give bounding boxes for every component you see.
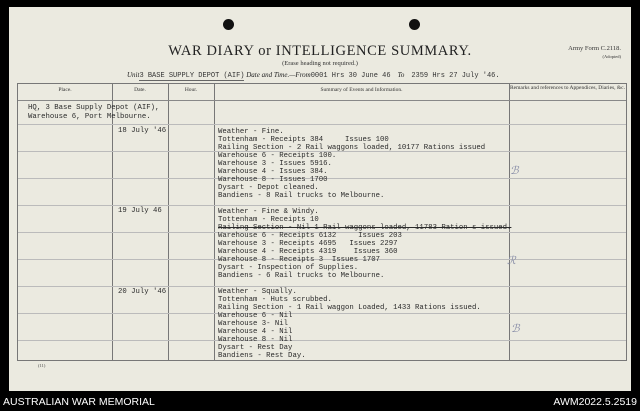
header-date: Date. [134,87,146,93]
entry-line: Warehouse 8 - Issues 1700 [218,176,328,184]
entry-line: Warehouse 4 - Receipts 4319 Issues 360 [218,248,398,256]
entry-line: Bandiens - 6 Rail trucks to Melbourne. [218,272,385,280]
handwritten-initials: ℬ [510,164,519,177]
column-rule [214,84,215,360]
form-ref-number: Army Form C.2118. [568,45,621,52]
entry-line: Weather - Fine & Windy. [218,208,319,216]
entry-line: Warehouse 8 - Receipts 3 Issues 1707 [218,256,381,264]
entry-line: Dysart - Rest Day [218,344,293,352]
footer-accession: AWM2022.5.2519 [553,396,637,408]
diary-page [9,7,631,391]
form-reference [568,45,621,61]
footnote-number: (11) [38,363,46,368]
entry-line: Bandiens - 8 Rail trucks to Melbourne. [218,192,385,200]
header-rule [18,100,626,101]
header-place: Place. [58,87,72,93]
entry-line: Railing Section - 2 Rail waggons loaded, 10177 Rations issued [218,144,486,152]
form-subtitle: (Erase heading not required.) [282,60,358,67]
diary-table [17,83,627,361]
entry-line: Warehouse 6 - Nil [218,312,293,320]
entry-line: Warehouse 8 - Nil [218,336,293,344]
row-rule [18,286,626,287]
entry-line: Dysart - Inspection of Supplies. [218,264,359,272]
entry-date: 18 July '46 [118,127,167,135]
entry-line: Warehouse 6 - Receipts 100. [218,152,337,160]
entry-line: Weather - Fine. [218,128,284,136]
handwritten-initials: ℬ [511,322,520,335]
form-ref-note: (Adopted) [602,54,621,59]
footer-bar [0,393,640,411]
entry-line: Warehouse 3 - Issues 5916. [218,160,332,168]
entry-line: Railing Section - Nil 1 Rail waggons loaded, 11783 Ration s issued. [218,224,512,232]
from-value: 0001 Hrs 30 June 46 [310,72,391,80]
entry-line: Dysart - Depot cleaned. [218,184,319,192]
to-value: 2359 Hrs 27 July '46. [411,72,500,80]
handwritten-initials: ℛ [507,254,516,267]
entry-line: Warehouse 4 - Nil [218,328,293,336]
entry-line: Tottenham - Huts scrubbed. [218,296,332,304]
entry-line: Warehouse 6 - Receipts 6132 Issues 203 [218,232,402,240]
footer-source: AUSTRALIAN WAR MEMORIAL [3,396,155,408]
unit-value: 3 BASE SUPPLY DEPOT (AIF) [139,72,245,80]
punch-hole [223,19,234,30]
entry-line: Warehouse 3- Nil [218,320,289,328]
column-rule [168,84,169,360]
place-line: Warehouse 6, Port Melbourne. [28,113,151,121]
entry-line: Railing Section - 1 Rail waggon Loaded, 1433 Rations issued. [218,304,481,312]
entry-line: Tottenham - Receipts 384 Issues 100 [218,136,389,144]
header-remarks: Remarks and references to Appendices, Diaries, &c. [510,85,625,91]
entry-line: Warehouse 4 - Issues 384. [218,168,328,176]
unit-label: Unit [127,71,140,79]
form-title: WAR DIARY or INTELLIGENCE SUMMARY. [168,43,472,59]
unit-line [127,71,500,80]
punch-hole [409,19,420,30]
entry-date: 19 July 46 [118,207,162,215]
to-label: To [397,71,405,79]
entry-date: 20 July '46 [118,288,167,296]
row-rule [18,124,626,125]
entry-line: Warehouse 3 - Receipts 4695 Issues 2297 [218,240,398,248]
column-rule [112,84,113,360]
place-line: HQ, 3 Base Supply Depot (AIF), [28,104,160,112]
entry-line: Tottenham - Receipts 10 [218,216,319,224]
header-summary: Summary of Events and Information. [320,87,403,93]
row-rule [18,340,626,341]
row-rule [18,313,626,314]
datetime-label: Date and Time.—From [246,71,311,79]
entry-line: Bandiens - Rest Day. [218,352,306,360]
column-rule [509,84,510,360]
row-rule [18,205,626,206]
entry-line: Weather - Squally. [218,288,297,296]
header-hour: Hour. [184,87,198,93]
